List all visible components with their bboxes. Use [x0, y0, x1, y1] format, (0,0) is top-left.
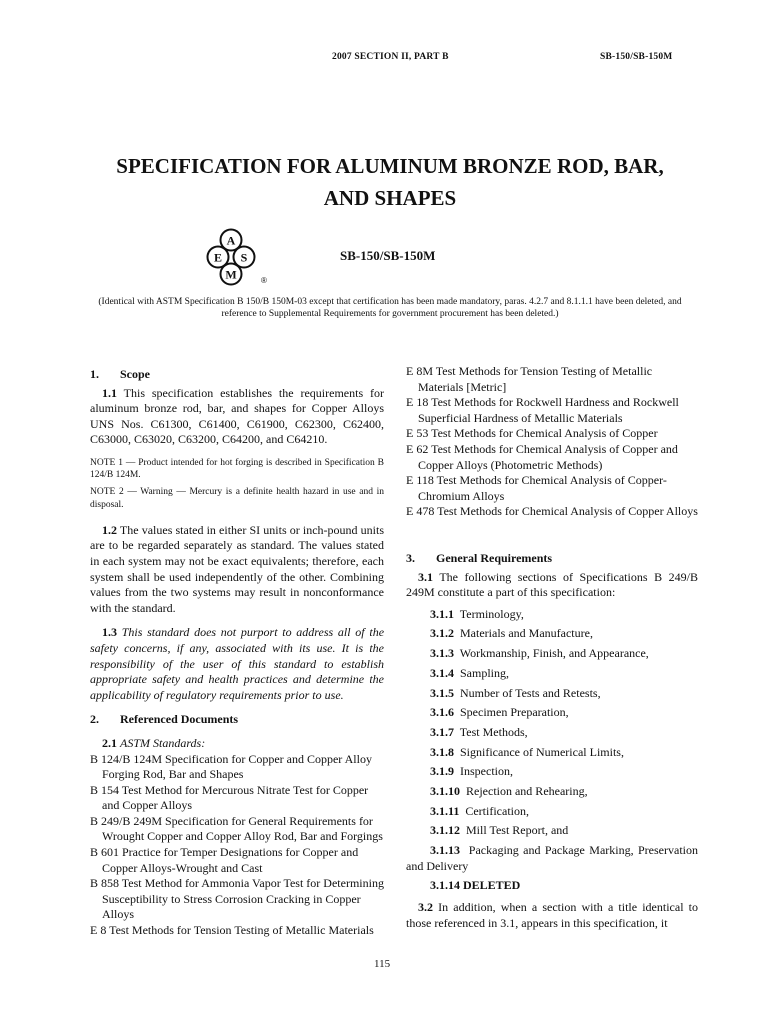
item-number: 3.1.2 [430, 626, 454, 641]
item-text: Specimen Preparation, [460, 705, 569, 720]
ref-e53: E 53 Test Methods for Chemical Analysis of Copper [406, 426, 658, 441]
item-number: 3.1.14 [430, 878, 460, 893]
para-1-3-number: 1.3 [102, 625, 117, 640]
logo-letter-s: S [240, 250, 248, 265]
section-3-number: 3. [406, 550, 415, 565]
item-text: Number of Tests and Retests, [460, 685, 601, 700]
item-text: Rejection and Rehearing, [466, 784, 588, 799]
section-1-title: Scope [120, 367, 150, 381]
ref-b858: B 858 Test Method for Ammonia Vapor Test for Determining Susceptibility to Stress Corrosion Cracking in Copper Alloys [90, 876, 384, 922]
item-3-1-12 [406, 821, 698, 841]
note-1: NOTE 1 — Product intended for hot forging is described in Specification B 124/B 124M. [90, 457, 384, 481]
item-number: 3.1.4 [430, 665, 454, 680]
para-3-1 [406, 570, 698, 601]
item-number: 3.1.3 [430, 646, 454, 661]
para-1-2 [90, 523, 384, 617]
para-1-1-number: 1.1 [102, 385, 117, 400]
item-text: Significance of Numerical Limits, [460, 744, 624, 759]
left-column [90, 367, 384, 939]
item-text: Materials and Manufacture, [460, 626, 593, 641]
ref-e62: E 62 Test Methods for Chemical Analysis of Copper and Copper Alloys (Photometric Methods) [406, 441, 678, 472]
section-2-title: Referenced Documents [120, 712, 239, 727]
item-number: 3.1.1 [430, 606, 454, 621]
para-2-1-text: ASTM Standards: [120, 735, 206, 750]
ref-e118: E 118 Test Methods for Chemical Analysis of Copper-Chromium Alloys [406, 473, 667, 503]
running-header-right: SB-150/SB-150M [600, 52, 673, 62]
item-number: 3.1.12 [430, 823, 460, 838]
note-2: NOTE 2 — Warning — Mercury is a definite health hazard in use and in disposal. [90, 487, 384, 510]
item-number: 3.1.5 [430, 685, 454, 700]
para-3-2-number: 3.2 [418, 900, 433, 915]
para-3-1-number: 3.1 [418, 569, 433, 584]
section-2-number: 2. [90, 712, 99, 727]
identical-with-note: (Identical with ASTM Specification B 150/B 150M-03 except that certification has been made mandatory, paras. 4.2.7 and 8.1.1.1 have been deleted, and reference to Supplemental Requirements for government procurement has been deleted.) [98, 297, 682, 319]
title-line-1: SPECIFICATION FOR ALUMINUM BRONZE ROD, BAR, [116, 154, 664, 178]
para-1-2-number: 1.2 [102, 522, 117, 537]
document-title [60, 150, 720, 214]
asme-logo-icon [205, 227, 267, 289]
item-text: Mill Test Report, and [466, 823, 569, 838]
item-3-1-10 [406, 782, 698, 802]
item-number: 3.1.8 [430, 744, 454, 759]
item-text: Packaging and Package Marking, Preservation and Delivery [406, 843, 698, 873]
item-3-1-11 [406, 802, 698, 822]
item-text: Test Methods, [459, 724, 528, 739]
item-3-1-2 [406, 624, 698, 644]
item-number: 3.1.6 [430, 705, 454, 720]
running-header-left: 2007 SECTION II, PART B [332, 52, 449, 62]
para-1-1 [90, 386, 384, 448]
title-line-2: AND SHAPES [323, 186, 457, 210]
item-3-1-14 [406, 876, 698, 896]
ref-e478: E 478 Test Methods for Chemical Analysis of Copper Alloys [406, 504, 698, 519]
para-2-1-number: 2.1 [102, 735, 117, 750]
ref-b249: B 249/B 249M Specification for General Requirements for Wrought Copper and Copper Alloy Rod, Bar and Forgings [90, 813, 383, 844]
item-3-1-9 [406, 762, 698, 782]
item-3-1-1 [406, 605, 698, 625]
ref-b124: B 124/B 124M Specification for Copper and Copper Alloy Forging Rod, Bar and Shapes [90, 751, 372, 782]
section-3-heading [406, 551, 698, 567]
registered-mark: ® [261, 276, 267, 285]
para-3-2 [406, 900, 698, 931]
item-number: 3.1.11 [430, 803, 460, 818]
section-3-title: General Requirements [436, 550, 553, 565]
ref-b601: B 601 Practice for Temper Designations for Copper and Copper Alloys-Wrought and Cast [90, 845, 359, 875]
section-1-heading [90, 367, 384, 383]
ref-e8m: E 8M Test Methods for Tension Testing of Metallic Materials [Metric] [406, 364, 653, 394]
ref-e18: E 18 Test Methods for Rockwell Hardness and Rockwell Superficial Hardness of Metallic Materials [406, 395, 679, 425]
section-2-heading [90, 712, 384, 728]
item-3-1-7 [406, 723, 698, 743]
item-3-1-6 [406, 703, 698, 723]
item-number: 3.1.9 [430, 764, 454, 779]
para-1-3 [90, 625, 384, 703]
logo-letter-m: M [225, 267, 237, 282]
ref-e8: E 8 Test Methods for Tension Testing of Metallic Materials [90, 923, 374, 938]
item-text: Inspection, [460, 764, 513, 779]
item-3-1-8 [406, 743, 698, 763]
item-text: Certification, [465, 803, 529, 818]
item-3-1-13 [406, 843, 698, 874]
designation: SB-150/SB-150M [340, 248, 436, 263]
para-2-1 [90, 736, 384, 752]
para-3-2-text: In addition, when a section with a title identical to those referenced in 3.1, appears in this specification, it [406, 900, 698, 930]
para-1-2-text: The values stated in either SI units or inch-pound units are to be regarded separately as standard. The values stated in each system may not be exact equivalents; therefore, each system shall be used independently of the other. Combining values from the two systems may result in nonconformance with the standard. [90, 522, 384, 615]
right-column [406, 364, 698, 931]
item-3-1-4 [406, 664, 698, 684]
item-text: Terminology, [459, 606, 524, 621]
page-number: 115 [374, 958, 391, 970]
logo-letter-a: A [226, 233, 236, 248]
item-number: 3.1.13 [430, 843, 460, 858]
logo-letter-e: E [213, 250, 223, 265]
item-text: Workmanship, Finish, and Appearance, [459, 646, 649, 661]
item-number: 3.1.10 [430, 784, 460, 799]
section-3-list [406, 605, 698, 896]
item-text: Sampling, [460, 665, 510, 680]
para-1-1-text: This specification establishes the requirements for aluminum bronze rod, bar, and shapes for Copper Alloys UNS Nos. C61300, C61400, C61900, C62300, C62400, C63000, C63020, C63200, C64200, and C64210. [90, 385, 384, 447]
item-text: DELETED [463, 878, 521, 893]
item-3-1-5 [406, 684, 698, 704]
ref-b154: B 154 Test Method for Mercurous Nitrate Test for Copper and Copper Alloys [90, 782, 369, 813]
item-3-1-3 [406, 644, 698, 664]
section-1-number: 1. [90, 367, 99, 381]
para-1-3-text: This standard does not purport to address all of the safety concerns, if any, associated with its use. It is the responsibility of the user of this standard to establish appropriate safety and health practices and determine the applicability of regulatory requirements prior to use. [90, 625, 385, 702]
para-3-1-text: The following sections of Specifications B 249/B 249M constitute a part of this specification: [406, 569, 698, 600]
item-number: 3.1.7 [430, 724, 454, 739]
